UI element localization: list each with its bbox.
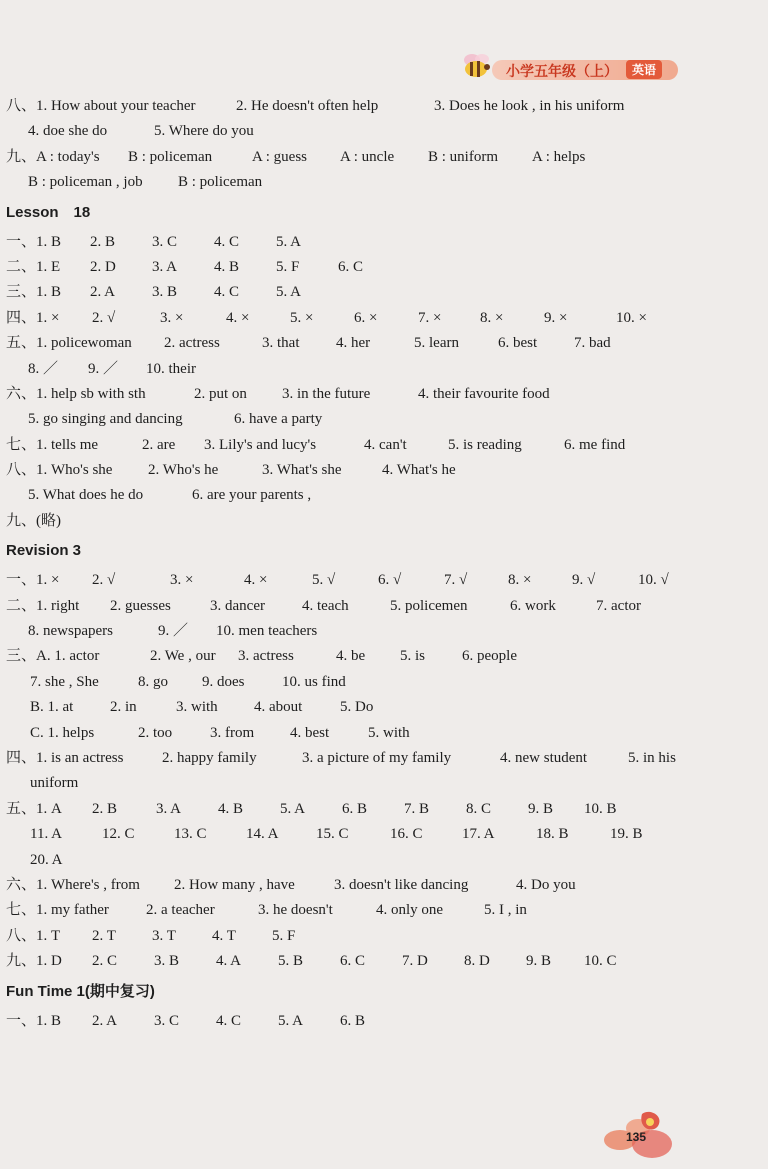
answer-item: 一、1. B [6,1012,62,1029]
answer-item: 10. their [146,360,196,377]
section-heading: Fun Time 1(期中复习) [6,982,155,1000]
flower-decoration-icon [598,1110,763,1166]
answer-item: 2. happy family [162,749,257,766]
header-title: 小学五年级（上） [506,64,618,80]
answer-item: 五、1. policewoman [6,335,132,352]
answer-item: 5. F [272,927,296,944]
answer-item: 3. Lily's and lucy's [204,436,317,453]
answer-item: 5. A [276,233,302,250]
answer-line [6,483,746,508]
answer-item: 3. C [152,233,178,250]
answer-item: 六、1. help sb with sth [6,385,146,402]
answer-line [6,255,746,280]
answer-item: 12. C [102,826,135,843]
answer-item: 9. does [202,673,245,690]
answer-item: 3. that [262,335,300,352]
answer-item: 4. × [244,572,268,589]
answer-item: 2. T [92,927,116,944]
answer-line [6,848,746,873]
answer-item: 3. doesn't like dancing [334,876,469,893]
answer-item: 4. C [214,233,240,250]
answer-item: 3. A [156,800,182,817]
answer-item: C. 1. helps [30,724,95,741]
answer-line [6,822,746,847]
answer-item: 18. B [536,826,569,843]
answer-item: 4. A [216,953,242,970]
answer-item: 14. A [246,826,279,843]
answer-item: 4. B [218,800,244,817]
answer-item: 5. Do [340,699,374,716]
answer-item: 5. policemen [390,597,468,614]
answer-item: 2. D [90,258,116,275]
answer-item: 七、1. my father [6,902,109,919]
answer-item: 6. have a party [234,411,323,428]
answer-item: 3. from [210,724,255,741]
answer-item: 9. B [526,953,552,970]
answer-line [6,568,746,593]
answer-item: 10. √ [638,572,669,589]
answer-line [6,594,746,619]
answer-item: 6. √ [378,572,402,589]
answer-item: 5. go singing and dancing [28,411,183,428]
answer-line [6,771,746,796]
answer-item: 4. teach [302,597,349,614]
answer-item: 4. be [336,648,366,665]
answer-item: 5. is [400,648,426,665]
answer-item: 8. × [480,309,504,326]
answer-item: 2. We , our [150,648,216,665]
answer-item: 5. Where do you [154,123,254,140]
page-number: 135 [626,1130,647,1144]
answer-item: 2. A [90,284,116,301]
answer-line [6,306,746,331]
answer-line [6,509,746,534]
answer-line [6,119,746,144]
answer-line [6,949,746,974]
answer-item: 5. learn [414,335,459,352]
answer-line [6,721,746,746]
answer-item: 15. C [316,826,349,843]
answer-item: 4. × [226,309,250,326]
answer-item: 一、1. × [6,572,60,589]
answer-item: 4. their favourite food [418,385,550,402]
answer-item: 7. she , She [30,673,99,690]
section-heading: Revision 3 [6,542,82,560]
answer-line [6,280,746,305]
answer-item: 7. B [404,800,430,817]
answer-item: 4. her [336,335,371,352]
answer-item: 11. A [30,826,62,843]
answer-line [6,331,746,356]
answer-item: 6. B [342,800,368,817]
answer-item: B. 1. at [30,699,74,716]
answer-item: B : policeman [178,174,263,191]
answer-item: 5. A [280,800,306,817]
answer-item: 3. with [176,699,218,716]
answer-item: 9. ／ [158,623,189,640]
answer-item: 4. can't [364,436,407,453]
answer-item: 19. B [610,826,643,843]
answer-item: 9. ／ [88,360,119,377]
answer-item: 7. × [418,309,442,326]
answer-content [6,94,746,1034]
answer-line [6,619,746,644]
answer-item: A : uncle [340,148,395,165]
answer-line [6,670,746,695]
answer-item: 3. C [154,1012,180,1029]
answer-item: 五、1. A [6,800,62,817]
answer-item: 4. best [290,724,330,741]
answer-item: 2. √ [92,572,116,589]
answer-item: 4. only one [376,902,444,919]
answer-item: 9. × [544,309,568,326]
answer-item: 八、1. How about your teacher [6,98,196,114]
answer-item: 3. in the future [282,385,371,402]
answer-item: 四、1. is an actress [6,749,124,766]
answer-line [6,797,746,822]
answer-item: 10. × [616,309,647,326]
answer-item: B : policeman [128,148,213,165]
answer-item: 5. with [368,724,410,741]
answer-item: 5. in his [628,749,676,766]
answer-item: 3. B [154,953,180,970]
answer-item: 8. newspapers [28,623,113,640]
answer-item: 九、A : today's [6,148,100,165]
answer-item: 4. T [212,927,236,944]
answer-item: 2. √ [92,309,116,326]
answer-item: 7. √ [444,572,468,589]
answer-item: 5. B [278,953,304,970]
answer-line [6,873,746,898]
answer-item: 8. C [466,800,492,817]
answer-item: 5. √ [312,572,336,589]
answer-item: 2. B [90,233,116,250]
answer-item: 九、1. D [6,953,62,970]
answer-line [6,924,746,949]
answer-item: 6. me find [564,436,626,453]
answer-item: 7. bad [574,335,611,352]
answer-item: 2. He doesn't often help [236,98,379,114]
answer-item: 6. B [340,1012,366,1029]
answer-line [6,458,746,483]
answer-item: 2. a teacher [146,902,215,919]
answer-item: 3. he doesn't [258,902,333,919]
answer-item: 六、1. Where's , from [6,876,140,893]
answer-item: 5. A [276,284,302,301]
answer-item: 2. Who's he [148,462,219,479]
answer-item: 4. about [254,699,303,716]
answer-item: 6. people [462,648,517,665]
answer-item: 3. A [152,258,178,275]
answer-item: B : uniform [428,148,498,165]
answer-line [6,1009,746,1034]
answer-item: 九、(略) [6,512,61,529]
answer-item: 一、1. B [6,233,62,250]
answer-line [6,382,746,407]
answer-item: 6. C [338,258,364,275]
answer-item: 2. actress [164,335,220,352]
answer-line [6,170,746,195]
answer-item: 2. A [92,1012,118,1029]
answer-item: 七、1. tells me [6,436,99,453]
answer-item: 6. × [354,309,378,326]
answer-item: 2. are [142,436,176,453]
answer-item: 5. What does he do [28,487,144,504]
answer-item: 三、1. B [6,284,62,301]
answer-item: 5. I , in [484,902,527,919]
answer-item: 9. B [528,800,554,817]
answer-item: 4. B [214,258,240,275]
answer-item: 2. in [110,699,137,716]
answer-item: 2. B [92,800,118,817]
answer-item: 2. guesses [110,597,171,614]
answer-item: 四、1. × [6,309,60,326]
answer-item: 3. × [170,572,194,589]
answer-item: B : policeman , job [28,174,143,191]
answer-line [6,230,746,255]
answer-item: 13. C [174,826,207,843]
answer-line [6,898,746,923]
answer-item: 3. × [160,309,184,326]
answer-item: 4. doe she do [28,123,108,140]
answer-item: 4. Do you [516,876,576,893]
answer-item: 6. best [498,335,538,352]
answer-item: 2. How many , have [174,876,295,893]
answer-item: 10. B [584,800,617,817]
answer-item: A : helps [532,148,586,165]
answer-item: 3. B [152,284,178,301]
answer-line [6,746,746,771]
answer-item: 3. T [152,927,176,944]
answer-item: 三、A. 1. actor [6,648,100,665]
answer-item: 3. a picture of my family [302,749,452,766]
answer-line [6,407,746,432]
answer-line [6,644,746,669]
answer-item: 4. C [214,284,240,301]
answer-item: 八、1. T [6,927,61,944]
answer-item: 9. √ [572,572,596,589]
answer-item: 8. go [138,673,168,690]
answer-item: 二、1. right [6,597,80,614]
answer-line [6,433,746,458]
answer-item: 8. D [464,953,490,970]
answer-item: 二、1. E [6,258,61,275]
answer-item: 2. put on [194,385,247,402]
answer-item: 10. men teachers [216,623,318,640]
answer-item: 3. dancer [210,597,265,614]
answer-item: 5. × [290,309,314,326]
answer-item: 6. work [510,597,556,614]
answer-item: 6. are your parents , [192,487,312,504]
subject-badge: 英语 [626,60,662,79]
answer-item: 20. A [30,851,63,868]
page-header [458,44,680,88]
answer-line [6,94,746,119]
answer-item: 7. actor [596,597,641,614]
answer-item: A : guess [252,148,308,165]
answer-item: 8. × [508,572,532,589]
answer-line [6,145,746,170]
answer-item: 2. C [92,953,118,970]
answer-item: 10. C [584,953,617,970]
answer-item: 3. actress [238,648,294,665]
answer-line [6,695,746,720]
answer-item: 八、1. Who's she [6,462,113,479]
answer-item: 5. F [276,258,300,275]
answer-item: 4. What's he [382,462,456,479]
answer-item: 3. What's she [262,462,342,479]
answer-item: 8. ／ [28,360,59,377]
answer-item: 3. Does he look , in his uniform [434,98,625,114]
answer-item: 6. C [340,953,366,970]
answer-item: 2. too [138,724,173,741]
answer-item: uniform [30,775,79,792]
section-heading: Lesson 18 [6,203,91,221]
answer-item: 10. us find [282,673,346,690]
answer-item: 5. A [278,1012,304,1029]
bee-icon [458,50,494,80]
answer-item: 7. D [402,953,428,970]
answer-item: 17. A [462,826,495,843]
answer-line [6,357,746,382]
answer-item: 4. C [216,1012,242,1029]
answer-item: 4. new student [500,749,588,766]
answer-item: 16. C [390,826,423,843]
answer-item: 5. is reading [448,436,522,453]
